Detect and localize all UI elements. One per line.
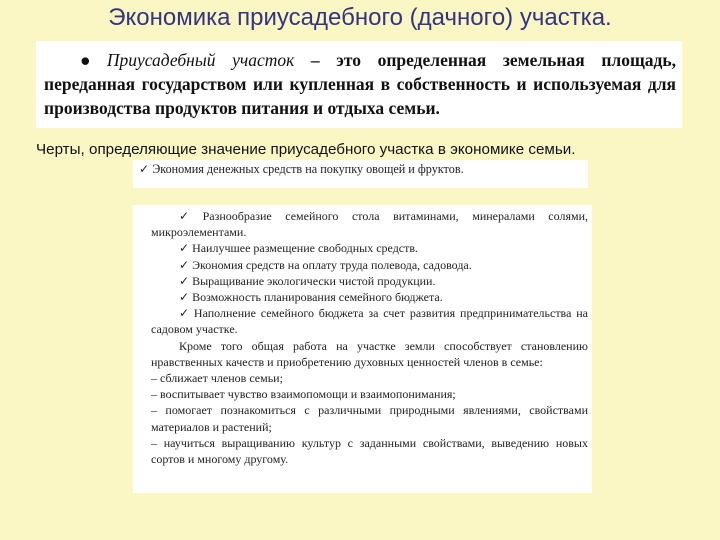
dash-item: – воспитывает чувство взаимопомощи и взаимопонимания; [151, 387, 456, 402]
list-item: ✓ Возможность планирования семейного бюджета. [179, 290, 443, 305]
definition-text: – это определенная земельная площадь, переданная государством или купленная в собственность и используемая для производства продуктов питания и отдыха семьи. [44, 50, 677, 118]
checkmark-icon: ✓ [179, 290, 190, 305]
dash-item: – научиться выращиванию культур с заданными свойствами, выведению новых сортов и многому другому. [151, 435, 588, 467]
list-item: ✓ Наполнение семейного бюджета за счет развития предпринимательства на садовом участке. [151, 306, 588, 337]
checkmark-icon: ✓ [139, 162, 150, 176]
definition-term: Приусадебный участок [106, 50, 295, 70]
first-feature-text: Экономия денежных средств на покупку овощей и фруктов. [152, 162, 464, 176]
dash-item: – помогает познакомиться с различными природными явлениями, свойствами материалов и растений; [151, 403, 588, 434]
checkmark-icon: ✓ [179, 273, 190, 288]
slide-title: Экономика приусадебного (дачного) участка. [108, 4, 612, 31]
definition-box [36, 41, 682, 128]
checkmark-icon: ✓ [179, 257, 190, 272]
features-box [133, 205, 592, 493]
list-item: ✓ Выращивание экологически чистой продукции. [179, 273, 436, 288]
list-item: ✓ Наилучшее размещение свободных средств. [179, 241, 419, 256]
list-item: ✓ Экономия средств на оплату труда полевода, садовода. [179, 257, 472, 272]
list-item: ✓ Разнообразие семейного стола витаминами, минералами солями, микроэлементами. [151, 209, 588, 240]
checkmark-icon: ✓ [179, 306, 191, 321]
first-feature-box [133, 160, 588, 188]
dash-item: – сближает членов семьи; [151, 371, 283, 386]
features-subtitle: Черты, определяющие значение приусадебного участка в экономике семьи. [36, 141, 576, 158]
paragraph: Кроме того общая работа на участке земли способствует становлению нравственных качеств и приобретению духовных ценностей членов в семье: [151, 338, 588, 369]
checkmark-icon: ✓ [179, 241, 190, 256]
checkmark-icon: ✓ [179, 209, 200, 223]
bullet-icon: ● [80, 50, 103, 70]
